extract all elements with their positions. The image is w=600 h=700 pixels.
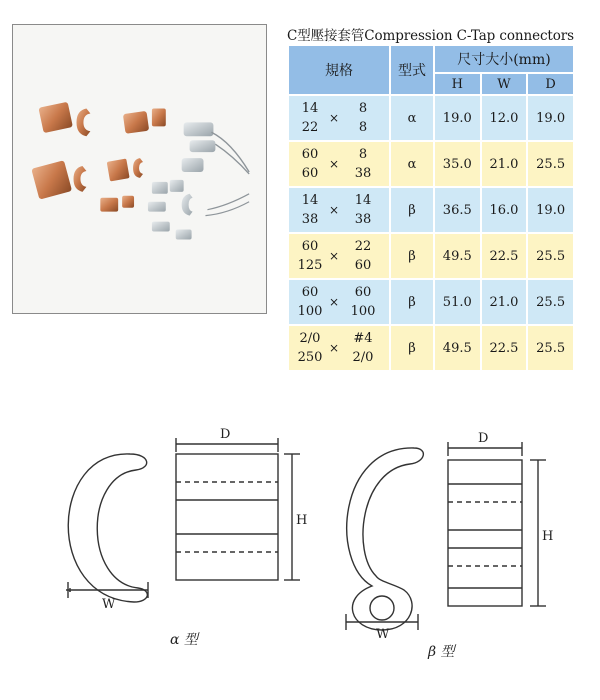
times-sign: × — [328, 294, 340, 309]
spec-a2: 60 — [301, 166, 319, 181]
d-cell: 19.0 — [528, 188, 573, 232]
spec-b1: 8 — [358, 147, 368, 162]
h-cell: 36.5 — [435, 188, 480, 232]
technical-drawings — [0, 412, 600, 700]
d-cell: 25.5 — [528, 326, 573, 370]
spec-b1: 22 — [354, 239, 372, 254]
d-cell: 25.5 — [528, 280, 573, 324]
beta-side-view — [448, 460, 522, 606]
beta-w-label: W — [376, 627, 390, 642]
alpha-w-label: W — [102, 597, 116, 612]
table-row — [289, 142, 573, 186]
type-cell: α — [391, 96, 433, 140]
type-cell: β — [391, 234, 433, 278]
times-sign: × — [328, 340, 340, 355]
spec-a1: 60 — [301, 239, 319, 254]
w-cell: 12.0 — [482, 96, 527, 140]
spec-a1: 60 — [301, 147, 319, 162]
beta-caption: β 型 — [428, 644, 455, 660]
times-sign: × — [328, 202, 340, 217]
spec-cell — [289, 142, 389, 186]
h-cell: 35.0 — [435, 142, 480, 186]
w-cell: 21.0 — [482, 142, 527, 186]
spec-a1: 60 — [301, 285, 319, 300]
spec-cell — [289, 280, 389, 324]
w-cell: 16.0 — [482, 188, 527, 232]
w-cell: 22.5 — [482, 234, 527, 278]
spec-a1: 14 — [301, 101, 319, 116]
h-cell: 19.0 — [435, 96, 480, 140]
times-sign: × — [328, 156, 340, 171]
alpha-caption: α 型 — [170, 632, 198, 648]
header-size: 尺寸大小(mm) — [435, 46, 573, 72]
table-row — [289, 280, 573, 324]
d-cell: 25.5 — [528, 234, 573, 278]
beta-h-label: H — [542, 529, 554, 544]
alpha-side-view — [176, 454, 278, 580]
spec-a2: 250 — [297, 350, 323, 365]
drawings-svg — [0, 412, 600, 700]
spec-cell — [289, 326, 389, 370]
header-d: D — [528, 74, 573, 94]
table-title: C型壓接套管Compression C-Tap connectors — [287, 28, 574, 44]
d-cell: 25.5 — [528, 142, 573, 186]
spec-b1: 8 — [358, 101, 368, 116]
spec-b2: 38 — [354, 166, 372, 181]
d-cell: 19.0 — [528, 96, 573, 140]
spec-table — [287, 44, 575, 372]
spec-a2: 100 — [297, 304, 323, 319]
table-row — [289, 234, 573, 278]
spec-b2: 100 — [350, 304, 376, 319]
spec-a2: 38 — [301, 212, 319, 227]
product-photo — [12, 24, 267, 314]
spec-a1: 14 — [301, 193, 319, 208]
table-row — [289, 188, 573, 232]
h-cell: 49.5 — [435, 326, 480, 370]
beta-d-label: D — [478, 431, 489, 446]
header-w: W — [482, 74, 527, 94]
alpha-c-profile — [68, 454, 147, 602]
w-cell: 21.0 — [482, 280, 527, 324]
spec-b2: 38 — [354, 212, 372, 227]
spec-a2: 22 — [301, 120, 319, 135]
header-h: H — [435, 74, 480, 94]
header-spec: 規格 — [289, 46, 389, 94]
spec-cell — [289, 234, 389, 278]
alpha-d-label: D — [220, 427, 231, 442]
w-cell: 22.5 — [482, 326, 527, 370]
type-cell: β — [391, 188, 433, 232]
type-cell: β — [391, 280, 433, 324]
spec-b2: 8 — [358, 120, 368, 135]
beta-eye-hole — [370, 596, 394, 620]
table-row — [289, 96, 573, 140]
spec-b1: 60 — [354, 285, 372, 300]
connectors-illustration — [13, 25, 266, 313]
table-row — [289, 326, 573, 370]
type-cell: β — [391, 326, 433, 370]
alpha-h-label: H — [296, 513, 308, 528]
times-sign: × — [328, 248, 340, 263]
spec-b2: 60 — [354, 258, 372, 273]
spec-cell — [289, 188, 389, 232]
spec-a1: 2/0 — [299, 331, 321, 346]
h-cell: 49.5 — [435, 234, 480, 278]
spec-b1: #4 — [353, 331, 373, 346]
times-sign: × — [328, 110, 340, 125]
header-type: 型式 — [391, 46, 433, 94]
spec-b2: 2/0 — [352, 350, 374, 365]
spec-cell — [289, 96, 389, 140]
beta-c-profile — [347, 448, 424, 630]
spec-b1: 14 — [354, 193, 372, 208]
spec-a2: 125 — [297, 258, 323, 273]
h-cell: 51.0 — [435, 280, 480, 324]
type-cell: α — [391, 142, 433, 186]
